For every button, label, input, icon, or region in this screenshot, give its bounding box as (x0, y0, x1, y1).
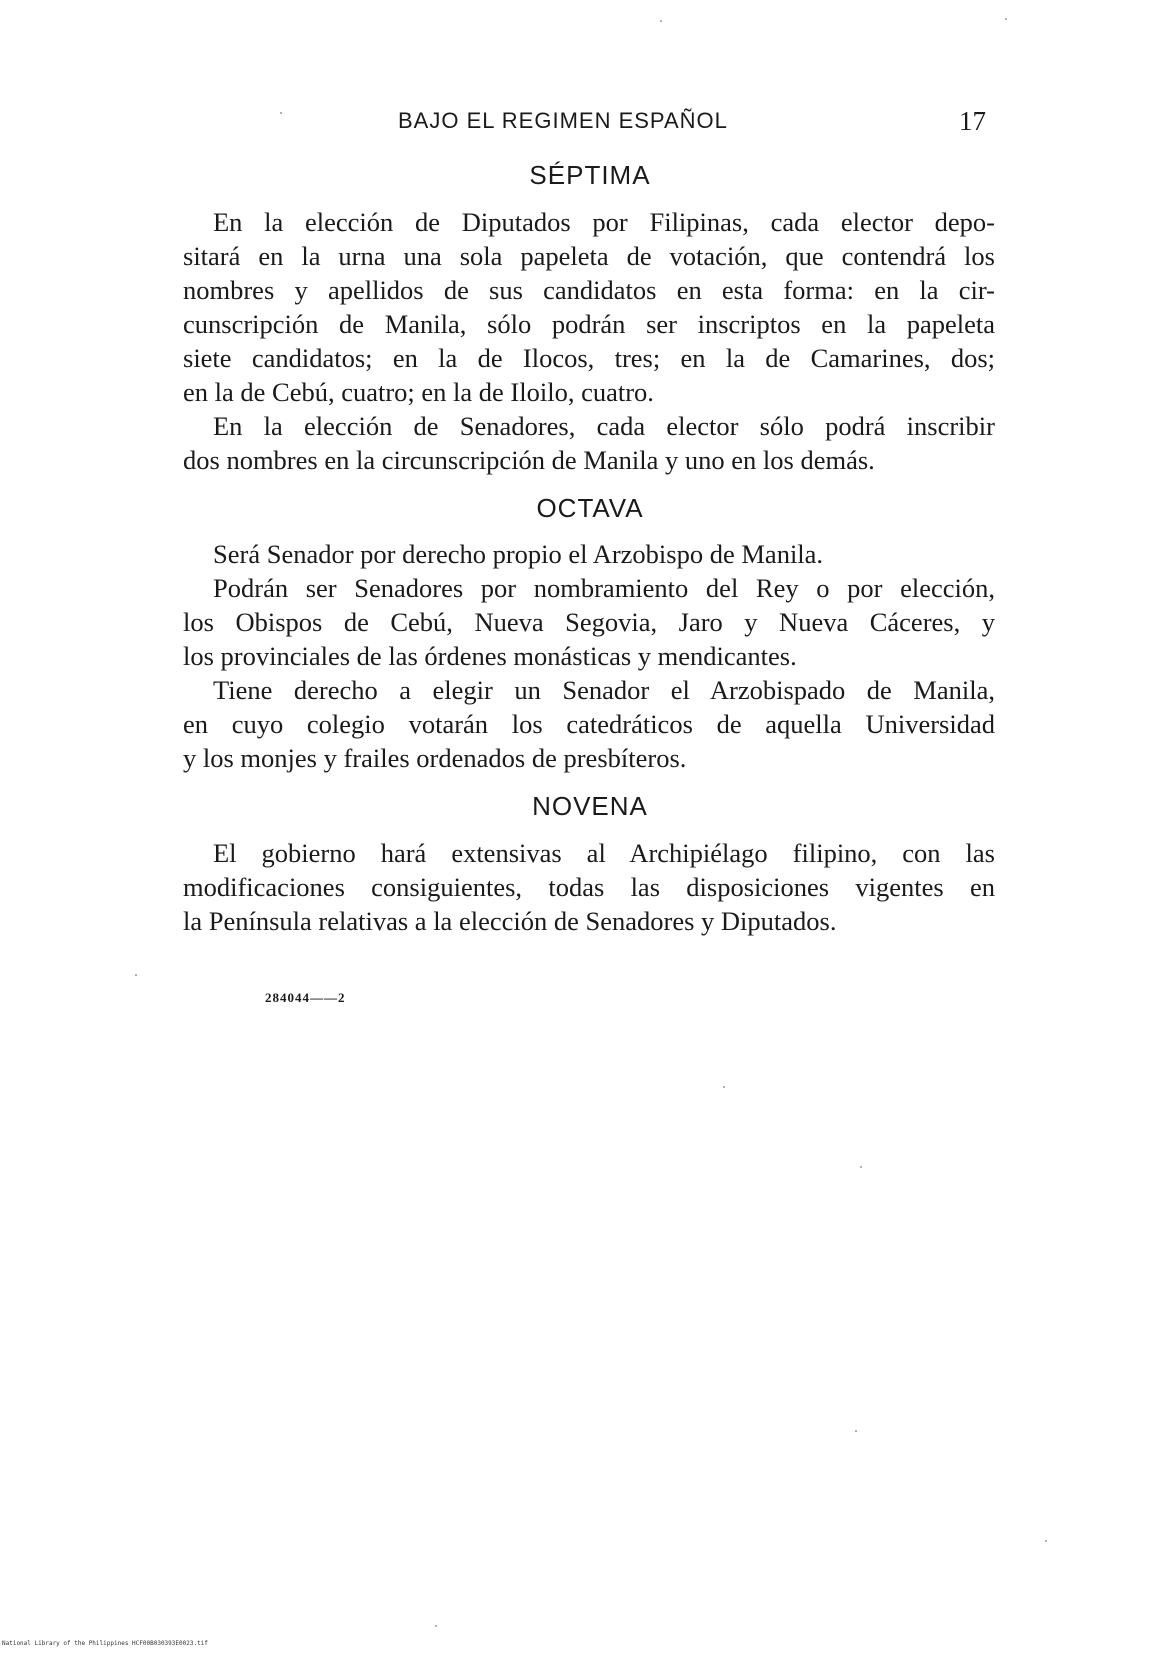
scan-speck (723, 1086, 725, 1088)
paragraph-octava-1 (183, 537, 995, 571)
printer-signature-code: 284044——2 (265, 990, 346, 1005)
section-heading-septima: SÉPTIMA (529, 160, 651, 190)
text-line: El gobierno hará extensivas al Archipiélago filipino, con las (213, 838, 995, 868)
paragraph-octava-3 (183, 673, 995, 775)
text-line: Será Senador por derecho propio el Arzobispo de Manila. (213, 539, 824, 569)
scan-speck (1005, 18, 1007, 20)
section-heading-novena: NOVENA (532, 791, 648, 821)
text-line: la Península relativas a la elección de Senadores y Diputados. (183, 906, 837, 936)
paragraph-novena-1 (183, 836, 995, 938)
scan-credit-footer: National Library of the Philippines HCF00B030393E0023.tif (2, 1640, 208, 1647)
scan-speck (860, 1166, 862, 1168)
text-line: cunscripción de Manila, sólo podrán ser inscriptos en la papeleta (183, 309, 995, 339)
text-line: Podrán ser Senadores por nombramiento del Rey o por elección, (213, 573, 995, 603)
scan-speck (660, 20, 662, 22)
section-heading-octava: OCTAVA (536, 493, 644, 523)
paragraph-septima-1 (183, 205, 995, 409)
text-line: en la de Cebú, cuatro; en la de Iloilo, cuatro. (183, 377, 654, 407)
running-title: BAJO EL REGIMEN ESPAÑOL (398, 108, 728, 133)
text-line: modificaciones consiguientes, todas las disposiciones vigentes en (183, 872, 995, 902)
text-line: sitará en la urna una sola papeleta de votación, que contendrá los (183, 241, 995, 271)
text-line: los Obispos de Cebú, Nueva Segovia, Jaro y Nueva Cáceres, y (183, 607, 995, 637)
text-line: dos nombres en la circunscripción de Manila y uno en los demás. (183, 445, 875, 475)
text-line: y los monjes y frailes ordenados de presbíteros. (183, 743, 687, 773)
page-number: 17 (959, 106, 986, 136)
scan-speck (280, 112, 282, 114)
running-head (180, 108, 1000, 148)
scan-speck (435, 1625, 437, 1627)
text-line: En la elección de Diputados por Filipinas, cada elector depo- (213, 207, 995, 237)
text-line: En la elección de Senadores, cada elector sólo podrá inscribir (213, 411, 995, 441)
scan-speck (1045, 1540, 1047, 1542)
text-line: nombres y apellidos de sus candidatos en esta forma: en la cir- (183, 275, 995, 305)
text-line: Tiene derecho a elegir un Senador el Arzobispado de Manila, (213, 675, 995, 705)
paragraph-septima-2 (183, 409, 995, 477)
text-line: los provinciales de las órdenes monásticas y mendicantes. (183, 641, 797, 671)
text-line: en cuyo colegio votarán los catedráticos de aquella Universidad (183, 709, 995, 739)
scan-speck (135, 974, 137, 976)
text-line: siete candidatos; en la de Ilocos, tres; en la de Camarines, dos; (183, 343, 995, 373)
scan-speck (855, 1430, 857, 1432)
paragraph-octava-2 (183, 571, 995, 673)
